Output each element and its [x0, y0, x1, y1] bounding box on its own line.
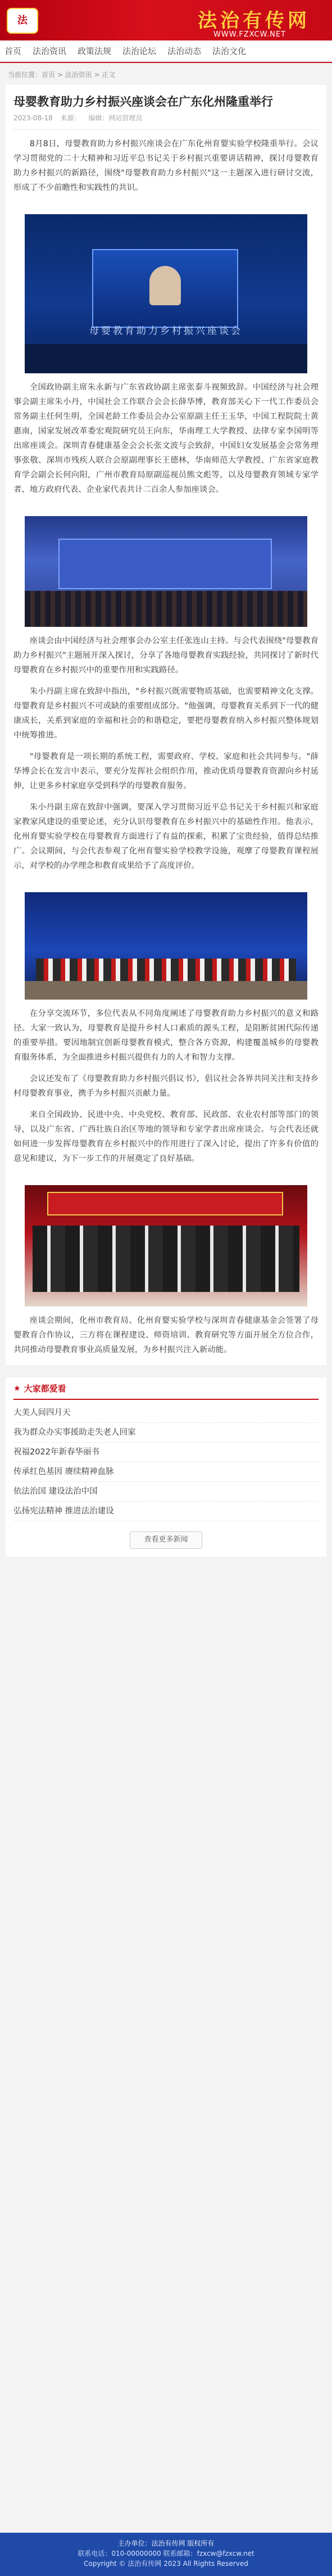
article-photo-4 [25, 1185, 307, 1307]
article-paragraph: 8月8日，母婴教育助力乡村振兴座谈会在广东化州育婴实验学校隆重举行。会议学习贯彻党的二十大精神和习近平总书记关于乡村振兴重要讲话精神，探讨母婴教育助力乡村振兴的新路径，围绕"母婴教育助力乡村振兴"这一主题深入进行研讨交流，形成了不少前瞻性和实践性的共识。 [13, 139, 319, 192]
related-news-list [13, 1403, 319, 1521]
photo-banner-text: 母婴教育助力乡村振兴座谈会 [89, 325, 243, 337]
site-logo[interactable] [7, 8, 38, 34]
list-item[interactable]: 我为群众办实事援助走失老人回家 [13, 1423, 319, 1443]
article-paragraph: "母婴教育是一项长期的系统工程，需要政府、学校、家庭和社会共同参与。"薛华博会长在发言中表示，要充分发挥社会组织作用，推动优质母婴教育资源向乡村延伸，让更多乡村家庭享受到科学的母婴教育服务。 [13, 752, 319, 790]
article-photo-3 [25, 892, 307, 1000]
article-paragraph: 座谈会期间，化州市教育局、化州育婴实验学校与深圳青春健康基金会签署了母婴教育合作协议，三方将在课程建设、师资培训、教育研究等方面开展全方位合作，共同推动母婴教育事业高质量发展，为乡村振兴注入新动能。 [13, 1316, 319, 1354]
photo-audience [25, 591, 307, 627]
related-news [6, 1377, 326, 1557]
nav-item-forum[interactable]: 法治论坛 [122, 46, 157, 56]
article-paragraph: 在分享交流环节，多位代表从不同角度阐述了母婴教育助力乡村振兴的意义和路径。大家一致认为，母婴教育是提升乡村人口素质的源头工程，是阻断贫困代际传递的重要举措。要因地制宜创新母婴教育模式，整合各方资源，构建覆盖城乡的母婴教育服务体系，为全面推进乡村振兴提供有力的人才和智力支撑。 [13, 1009, 319, 1062]
nav-item-culture[interactable]: 法治文化 [212, 46, 247, 56]
logo-text: 法 [17, 14, 28, 26]
site-url: WWW.FZXCW.NET [213, 30, 286, 39]
more-wrap [13, 1531, 319, 1549]
article-paragraph: 朱小丹副主席在致辞中指出，"乡村振兴既需要物质基础，也需要精神文化支撑。母婴教育是乡村振兴不可或缺的重要组成部分。"他强调，母婴教育关系到下一代的健康成长，关系到家庭的幸福和社会的和谐稳定，要把母婴教育纳入乡村振兴整体规划中统筹推进。 [13, 686, 319, 740]
article-paragraph: 来自全国政协、民进中央、中央党校、教育部、民政部、农业农村部等部门的领导，以及广东省、广西壮族自治区等地的领导和专家学者出席座谈会。与会代表还就如何进一步发挥母婴教育在乡村振兴中的作用进行了深入讨论，提出了许多有价值的意见和建议，为下一步工作的开展奠定了良好基础。 [13, 1110, 319, 1163]
site-footer [0, 2533, 332, 2576]
photo-floor [25, 981, 307, 1000]
star-icon: ★ [13, 1384, 21, 1393]
breadcrumb: 当前位置：首页 > 法治资讯 > 正文 [8, 71, 116, 79]
photo-group [33, 1226, 299, 1292]
list-item[interactable]: 祝福2022年新春华丽书 [13, 1443, 319, 1462]
photo-speaker [149, 266, 181, 305]
list-item[interactable]: 依法治国 建设法治中国 [13, 1482, 319, 1502]
site-title: 法治有传网 [198, 10, 310, 32]
nav-item-dynamics[interactable]: 法治动态 [167, 46, 202, 56]
footer-line-2: 联系电话：010-00000000 联系邮箱：fzxcw@fzxcw.net [78, 2550, 254, 2557]
footer-line-1: 主办单位：法治有传网 版权所有 [117, 2539, 215, 2547]
list-item[interactable]: 传承红色基因 赓续精神血脉 [13, 1462, 319, 1482]
photo-speakers-row [36, 959, 296, 981]
article-meta [13, 113, 319, 130]
related-news-heading: 大家都爱看 [24, 1383, 66, 1394]
article [6, 85, 326, 1365]
list-item[interactable]: 弘扬宪法精神 推进法治建设 [13, 1502, 319, 1521]
nav-item-home[interactable]: 首页 [4, 46, 22, 56]
photo-desk [25, 344, 307, 373]
article-editor: 编辑：网站管理员 [88, 114, 143, 122]
article-photo-2 [25, 516, 307, 627]
article-paragraph: 全国政协副主席朱永新与广东省政协副主席张泰斗视频致辞。中国经济与社会理事会副主席朱小丹，中国社会工作联合会会长薛华博，教育部关心下一代工作委员会常务副主任何生明，全国老龄工作委员会办公室原副主任王玉华，中国工程院院士黄惠南，国家发展改革委宏观院研究员王向东，华南理工大学教授、法律专家李国明等出席座谈会。深圳青春健康基金会会长张文波与会致辞，中国妇女发展基金会常务理事张敬、深圳市残疾人联合会原副理事长王德林，华南师范大学教授、广东省家庭教育学会副会长何向阳，广州市教育局原副巡视员熊文彪等，以及母婴教育领域专家学者、地方政府代表、企业家代表共计二百余人参加座谈会。 [13, 382, 319, 494]
site-header [0, 0, 332, 40]
article-date: 2023-08-18 [13, 114, 53, 122]
nav-item-news[interactable]: 法治资讯 [33, 46, 67, 56]
article-source: 来源： [60, 114, 81, 122]
related-news-title [13, 1382, 319, 1400]
nav-item-policy[interactable]: 政策法规 [78, 46, 112, 56]
footer-line-3: Copyright © 法治有传网 2023 All Rights Reserved [84, 2560, 248, 2568]
article-photo-1 [25, 214, 307, 373]
page-title: 母婴教育助力乡村振兴座谈会在广东化州隆重举行 [13, 95, 273, 109]
article-paragraph: 会议还发布了《母婴教育助力乡村振兴倡议书》，倡议社会各界共同关注和支持乡村母婴教育事业，携手为乡村振兴贡献力量。 [13, 1074, 319, 1098]
photo-stage [58, 539, 272, 589]
photo-signing-board [47, 1192, 283, 1215]
list-item[interactable]: 大美人间四月天 [13, 1403, 319, 1423]
article-paragraph: 朱小丹副主席在致辞中强调，要深入学习贯彻习近平总书记关于乡村振兴和家庭家教家风建设的重要论述，充分认识母婴教育在乡村振兴中的基础性作用。他表示，化州育婴实验学校在母婴教育方面进行了有益的探索，积累了宝贵经验，值得总结推广。会议期间，与会代表参观了化州育婴实验学校教学设施，观摩了母婴教育课程展示，对学校的办学理念和教育成果给予了高度评价。 [13, 802, 319, 870]
main-nav [0, 40, 332, 63]
more-news-button[interactable]: 查看更多新闻 [130, 1531, 202, 1549]
article-paragraph: 座谈会由中国经济与社会理事会办公室主任张连山主持。与会代表围绕"母婴教育助力乡村振兴"主题展开深入探讨，分享了各地母婴教育实践经验，共同探讨了新时代母婴教育在乡村振兴中的重要作用和实践路径。 [13, 636, 319, 675]
